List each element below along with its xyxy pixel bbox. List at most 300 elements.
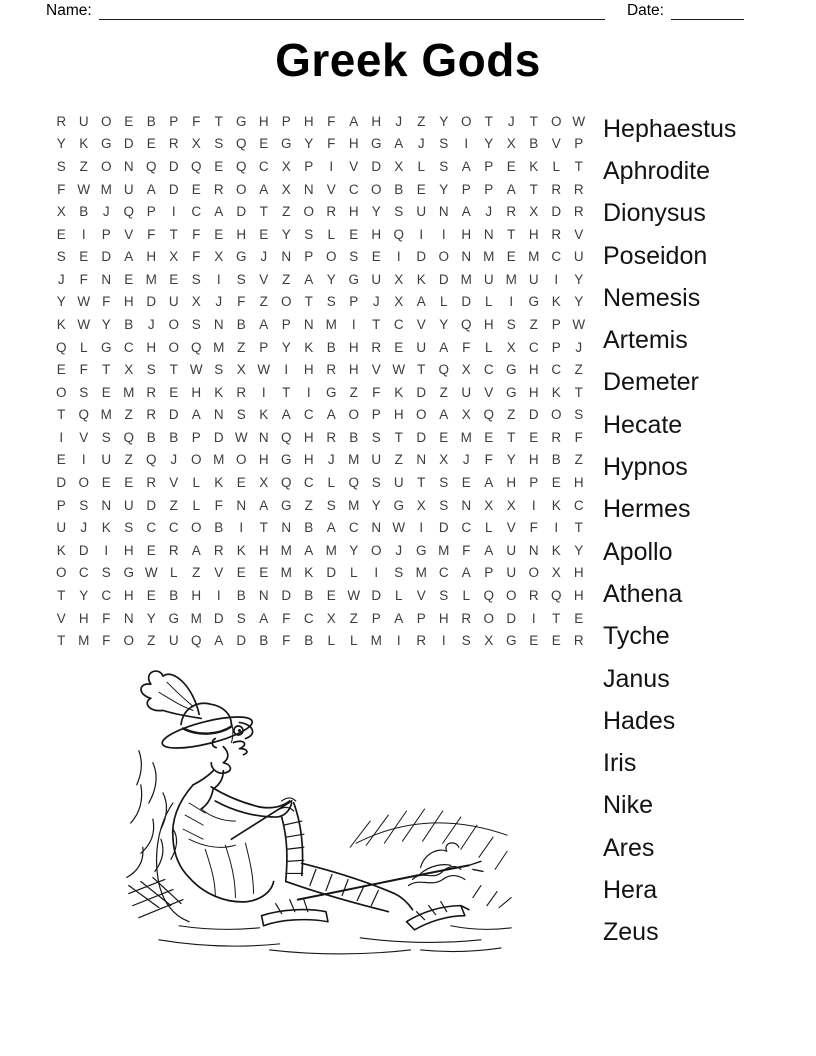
grid-letter: S [439, 158, 449, 174]
grid-letter: H [123, 587, 134, 603]
grid-letter: G [280, 452, 292, 468]
word-list-item: Hephaestus [603, 114, 737, 143]
grid-letter: O [370, 181, 382, 197]
grid-letter: O [55, 565, 67, 581]
grid-letter: Q [235, 158, 247, 174]
grid-letter: H [191, 384, 202, 400]
grid-letter: E [551, 475, 561, 491]
grid-letter: Z [237, 339, 246, 355]
grid-letter: M [280, 565, 292, 581]
grid-letter: D [416, 249, 427, 265]
grid-letter: H [348, 362, 359, 378]
grid-letter: C [191, 204, 202, 220]
grid-letter: C [146, 520, 157, 536]
grid-letter: E [169, 271, 179, 287]
grid-letter: N [483, 226, 494, 242]
grid-letter: H [371, 113, 382, 129]
grid-letter: H [506, 475, 517, 491]
grid-letter: Z [124, 452, 133, 468]
grid-letter: L [327, 633, 335, 649]
grid-letter: G [505, 633, 517, 649]
grid-letter: J [80, 520, 88, 536]
grid-letter: H [258, 113, 269, 129]
grid-letter: X [191, 136, 201, 152]
word-list-item: Zeus [603, 918, 659, 947]
grid-letter: A [326, 520, 336, 536]
grid-letter: K [304, 565, 314, 581]
grid-letter: A [214, 633, 224, 649]
grid-letter: C [303, 475, 314, 491]
grid-letter: T [57, 633, 66, 649]
grid-letter: Y [371, 497, 381, 513]
grid-letter: S [439, 497, 449, 513]
grid-letter: A [259, 181, 269, 197]
grid-letter: X [529, 204, 539, 220]
grid-letter: Z [147, 633, 156, 649]
grid-letter: L [349, 633, 358, 649]
grid-letter: T [417, 362, 426, 378]
grid-letter: Q [78, 407, 89, 423]
grid-letter: C [438, 565, 449, 581]
grid-letter: S [124, 520, 134, 536]
grid-letter: M [415, 565, 427, 581]
grid-letter: X [394, 158, 404, 174]
grid-letter: S [371, 475, 381, 491]
grid-letter: E [551, 633, 561, 649]
grid-letter: Y [574, 271, 584, 287]
grid-letter: I [554, 271, 559, 287]
grid-letter: O [325, 249, 337, 265]
grid-letter: L [327, 475, 335, 491]
grid-letter: H [573, 587, 584, 603]
grid-letter: Y [439, 113, 449, 129]
grid-letter: P [484, 565, 494, 581]
grid-letter: M [213, 339, 225, 355]
grid-letter: I [81, 452, 86, 468]
grid-letter: Y [79, 587, 89, 603]
grid-letter: R [506, 204, 517, 220]
grid-letter: K [214, 475, 224, 491]
grid-letter: X [236, 362, 246, 378]
grid-letter: C [348, 520, 359, 536]
grid-letter: D [168, 407, 179, 423]
grid-letter: K [236, 542, 246, 558]
grid-letter: R [326, 362, 337, 378]
grid-letter: F [462, 339, 471, 355]
hermes-illustration [118, 652, 542, 964]
grid-letter: S [101, 565, 111, 581]
grid-letter: Y [101, 316, 111, 332]
grid-letter: R [573, 181, 584, 197]
grid-letter: H [348, 204, 359, 220]
grid-letter: H [303, 452, 314, 468]
grid-letter: H [191, 587, 202, 603]
grid-letter: A [191, 542, 201, 558]
grid-letter: D [101, 249, 112, 265]
grid-letter: S [326, 294, 336, 310]
grid-letter: K [551, 294, 561, 310]
grid-letter: K [394, 384, 404, 400]
word-list-item: Hera [603, 875, 658, 904]
grid-letter: L [349, 565, 358, 581]
grid-letter: O [303, 204, 314, 220]
grid-letter: Z [282, 271, 291, 287]
grid-letter: R [551, 226, 562, 242]
grid-letter: B [236, 316, 246, 332]
grid-letter: T [574, 158, 583, 174]
grid-letter: Z [79, 158, 88, 174]
grid-letter: B [304, 587, 314, 603]
grid-letter: F [57, 181, 66, 197]
grid-letter: Q [280, 429, 292, 445]
grid-letter: E [529, 633, 539, 649]
word-list [603, 108, 736, 954]
grid-letter: F [147, 226, 156, 242]
grid-letter: T [169, 226, 178, 242]
grid-letter: M [325, 316, 337, 332]
grid-letter: X [416, 497, 426, 513]
grid-letter: E [326, 587, 336, 603]
grid-letter: R [168, 542, 179, 558]
grid-letter: U [461, 384, 472, 400]
grid-letter: C [303, 407, 314, 423]
grid-letter: A [484, 542, 494, 558]
grid-letter: Y [304, 136, 314, 152]
grid-letter: S [439, 136, 449, 152]
grid-letter: C [483, 362, 494, 378]
word-list-item: Aphrodite [603, 156, 711, 185]
grid-letter: V [169, 475, 179, 491]
grid-letter: C [348, 181, 359, 197]
grid-letter: F [192, 226, 201, 242]
grid-letter: C [528, 339, 539, 355]
grid-letter: V [416, 587, 426, 603]
grid-letter: X [124, 362, 134, 378]
grid-letter: M [100, 181, 112, 197]
grid-letter: O [168, 316, 179, 332]
grid-letter: Z [574, 362, 583, 378]
grid-letter: A [326, 407, 336, 423]
grid-letter: H [303, 362, 314, 378]
grid-letter: L [394, 587, 403, 603]
grid-letter: X [281, 181, 291, 197]
grid-letter: N [236, 497, 247, 513]
grid-letter: O [190, 452, 202, 468]
grid-letter: P [371, 610, 381, 626]
grid-letter: N [461, 249, 472, 265]
grid-letter: O [348, 407, 359, 423]
grid-letter: X [461, 407, 471, 423]
grid-letter: I [531, 497, 536, 513]
word-list-item: Hermes [603, 495, 691, 524]
grid-letter: F [214, 497, 223, 513]
grid-letter: Q [460, 316, 472, 332]
grid-letter: F [282, 633, 291, 649]
grid-letter: W [77, 316, 91, 332]
grid-letter: U [56, 520, 67, 536]
bank-hatch-right [350, 809, 507, 869]
grid-letter: S [394, 565, 404, 581]
grid-letter: L [79, 339, 88, 355]
name-label: Name: [46, 2, 92, 19]
grid-letter: A [349, 113, 359, 129]
grid-letter: S [79, 497, 89, 513]
grid-letter: Z [394, 452, 403, 468]
grid-letter: P [146, 204, 156, 220]
grid-letter: L [192, 475, 200, 491]
grid-letter: P [281, 316, 291, 332]
grid-letter: C [551, 362, 562, 378]
grid-letter: G [123, 565, 134, 581]
grid-letter: I [306, 384, 311, 400]
grid-letter: B [79, 204, 89, 220]
grid-letter: A [439, 407, 449, 423]
grid-letter: Y [574, 294, 584, 310]
grid-letter: B [124, 316, 134, 332]
word-list-item: Hypnos [603, 453, 688, 482]
grid-letter: I [531, 610, 536, 626]
grid-letter: D [281, 587, 292, 603]
word-list-item: Janus [603, 664, 670, 693]
grid-letter: T [417, 475, 426, 491]
grid-letter: E [259, 226, 269, 242]
grass-left-strokes [127, 751, 189, 922]
grid-letter: W [392, 362, 406, 378]
extended-leg [286, 863, 413, 911]
grid-letter: H [348, 339, 359, 355]
grid-letter: H [461, 226, 472, 242]
grid-letter: T [259, 204, 268, 220]
grid-letter: F [327, 113, 336, 129]
grid-letter: T [57, 407, 66, 423]
grid-letter: Y [439, 316, 449, 332]
grid-letter: G [235, 249, 247, 265]
grid-letter: Z [529, 316, 538, 332]
grid-letter: Z [169, 497, 178, 513]
grid-letter: A [461, 158, 471, 174]
grid-letter: W [234, 429, 248, 445]
word-list-item: Hades [603, 706, 676, 735]
grid-letter: V [349, 158, 359, 174]
grid-letter: M [370, 633, 382, 649]
grid-letter: X [214, 249, 224, 265]
grid-letter: U [371, 271, 382, 287]
grid-letter: O [280, 294, 292, 310]
grid-letter: D [236, 204, 247, 220]
grid-letter: R [461, 610, 472, 626]
grid-letter: R [573, 633, 584, 649]
worksheet-header [46, 2, 744, 20]
grid-letter: K [551, 542, 561, 558]
grid-letter: U [123, 497, 134, 513]
grid-letter: O [123, 633, 134, 649]
grid-letter: M [123, 384, 135, 400]
grid-letter: H [236, 226, 247, 242]
grid-letter: G [370, 136, 382, 152]
grid-letter: A [259, 316, 269, 332]
grid-letter: N [101, 497, 112, 513]
grid-letter: D [416, 429, 427, 445]
grid-letter: C [258, 158, 269, 174]
grid-letter: A [124, 249, 134, 265]
grid-letter: O [55, 384, 67, 400]
grid-letter: P [169, 113, 179, 129]
grid-letter: R [213, 542, 224, 558]
grid-letter: V [416, 316, 426, 332]
grid-letter: T [372, 316, 381, 332]
grid-letter: R [213, 181, 224, 197]
grid-letter: H [438, 610, 449, 626]
grid-letter: A [259, 610, 269, 626]
grid-letter: F [79, 271, 88, 287]
grid-letter: M [528, 249, 540, 265]
grid-letter: N [528, 542, 539, 558]
grid-letter: W [77, 181, 91, 197]
grid-letter: P [461, 181, 471, 197]
word-list-item: Hecate [603, 410, 683, 439]
grid-letter: J [395, 113, 403, 129]
grid-letter: O [100, 158, 112, 174]
grid-letter: X [461, 362, 471, 378]
grid-letter: P [484, 158, 494, 174]
grid-letter: A [259, 497, 269, 513]
word-search-grid [50, 110, 590, 652]
word-list-item: Demeter [603, 368, 699, 397]
grid-letter: E [79, 249, 89, 265]
grid-letter: C [101, 587, 112, 603]
name-blank-line [99, 4, 605, 20]
grid-letter: X [169, 249, 179, 265]
grid-letter: T [552, 610, 561, 626]
grid-letter: Q [280, 475, 292, 491]
grid-letter: H [146, 339, 157, 355]
grid-letter: R [371, 339, 382, 355]
grid-letter: Q [145, 452, 157, 468]
grid-letter: J [372, 294, 380, 310]
grid-letter: K [101, 520, 111, 536]
grid-letter: F [462, 542, 471, 558]
grid-letter: C [551, 249, 562, 265]
grid-letter: V [259, 271, 269, 287]
grid-letter: U [168, 294, 179, 310]
grid-letter: H [393, 407, 404, 423]
grid-letter: E [371, 249, 381, 265]
grid-letter: E [169, 384, 179, 400]
grid-letter: P [349, 294, 359, 310]
grid-letter: N [461, 497, 472, 513]
grid-letter: A [304, 271, 314, 287]
grid-letter: E [236, 475, 246, 491]
grid-letter: O [505, 587, 517, 603]
grid-letter: N [258, 587, 269, 603]
grid-letter: Y [146, 610, 156, 626]
grid-letter: M [213, 452, 225, 468]
grid-letter: C [123, 339, 134, 355]
grid-letter: I [396, 249, 401, 265]
grid-letter: G [100, 339, 112, 355]
grid-letter: Z [507, 407, 516, 423]
grid-letter: F [327, 136, 336, 152]
grid-letter: T [574, 384, 583, 400]
grid-letter: S [236, 610, 246, 626]
grid-letter: I [216, 587, 221, 603]
grid-letter: M [145, 271, 157, 287]
grid-letter: L [192, 497, 200, 513]
grid-letter: R [573, 204, 584, 220]
grid-letter: S [371, 429, 381, 445]
grid-letter: U [416, 204, 427, 220]
grid-letter: Y [506, 452, 516, 468]
grid-letter: E [101, 384, 111, 400]
grid-letter: J [147, 316, 155, 332]
grid-letter: N [101, 271, 112, 287]
grid-letter: K [79, 136, 89, 152]
word-list-item: Poseidon [603, 241, 708, 270]
grid-letter: H [573, 565, 584, 581]
grid-letter: D [416, 384, 427, 400]
grid-letter: Y [56, 136, 66, 152]
grid-letter: G [280, 497, 292, 513]
grid-letter: U [528, 271, 539, 287]
grid-letter: A [214, 204, 224, 220]
grid-letter: H [146, 249, 157, 265]
grid-letter: Q [550, 587, 562, 603]
grid-letter: L [552, 158, 560, 174]
grid-letter: P [371, 407, 381, 423]
word-list-item: Nike [603, 791, 654, 820]
grid-letter: R [146, 475, 157, 491]
grid-letter: U [168, 633, 179, 649]
grid-letter: D [146, 294, 157, 310]
grid-letter: N [123, 610, 134, 626]
grid-letter: B [214, 520, 224, 536]
grid-letter: C [78, 565, 89, 581]
grid-letter: T [214, 113, 223, 129]
grid-letter: I [171, 204, 176, 220]
grid-letter: K [56, 542, 66, 558]
grid-letter: E [484, 429, 494, 445]
grid-letter: H [573, 475, 584, 491]
grid-letter: F [529, 520, 538, 536]
grid-letter: R [551, 429, 562, 445]
grid-letter: B [529, 136, 539, 152]
grid-letter: Z [192, 565, 201, 581]
grid-letter: P [191, 429, 201, 445]
grid-letter: J [485, 204, 493, 220]
grid-letter: X [281, 158, 291, 174]
grid-letter: H [348, 136, 359, 152]
grid-letter: E [101, 475, 111, 491]
grid-letter: J [507, 113, 515, 129]
grid-letter: B [551, 452, 561, 468]
grid-letter: Z [417, 113, 426, 129]
grid-letter: E [394, 339, 404, 355]
grid-letter: N [258, 429, 269, 445]
grid-letter: C [168, 520, 179, 536]
grid-letter: K [416, 271, 426, 287]
grid-letter: N [438, 204, 449, 220]
grid-letter: P [416, 610, 426, 626]
grid-letter: Z [259, 294, 268, 310]
ground-strokes [159, 885, 511, 953]
grid-letter: M [438, 542, 450, 558]
grid-letter: D [168, 158, 179, 174]
grid-letter: O [78, 475, 89, 491]
grid-letter: Y [484, 136, 494, 152]
grid-letter: E [56, 226, 66, 242]
grid-letter: G [505, 362, 517, 378]
grid-letter: U [483, 271, 494, 287]
